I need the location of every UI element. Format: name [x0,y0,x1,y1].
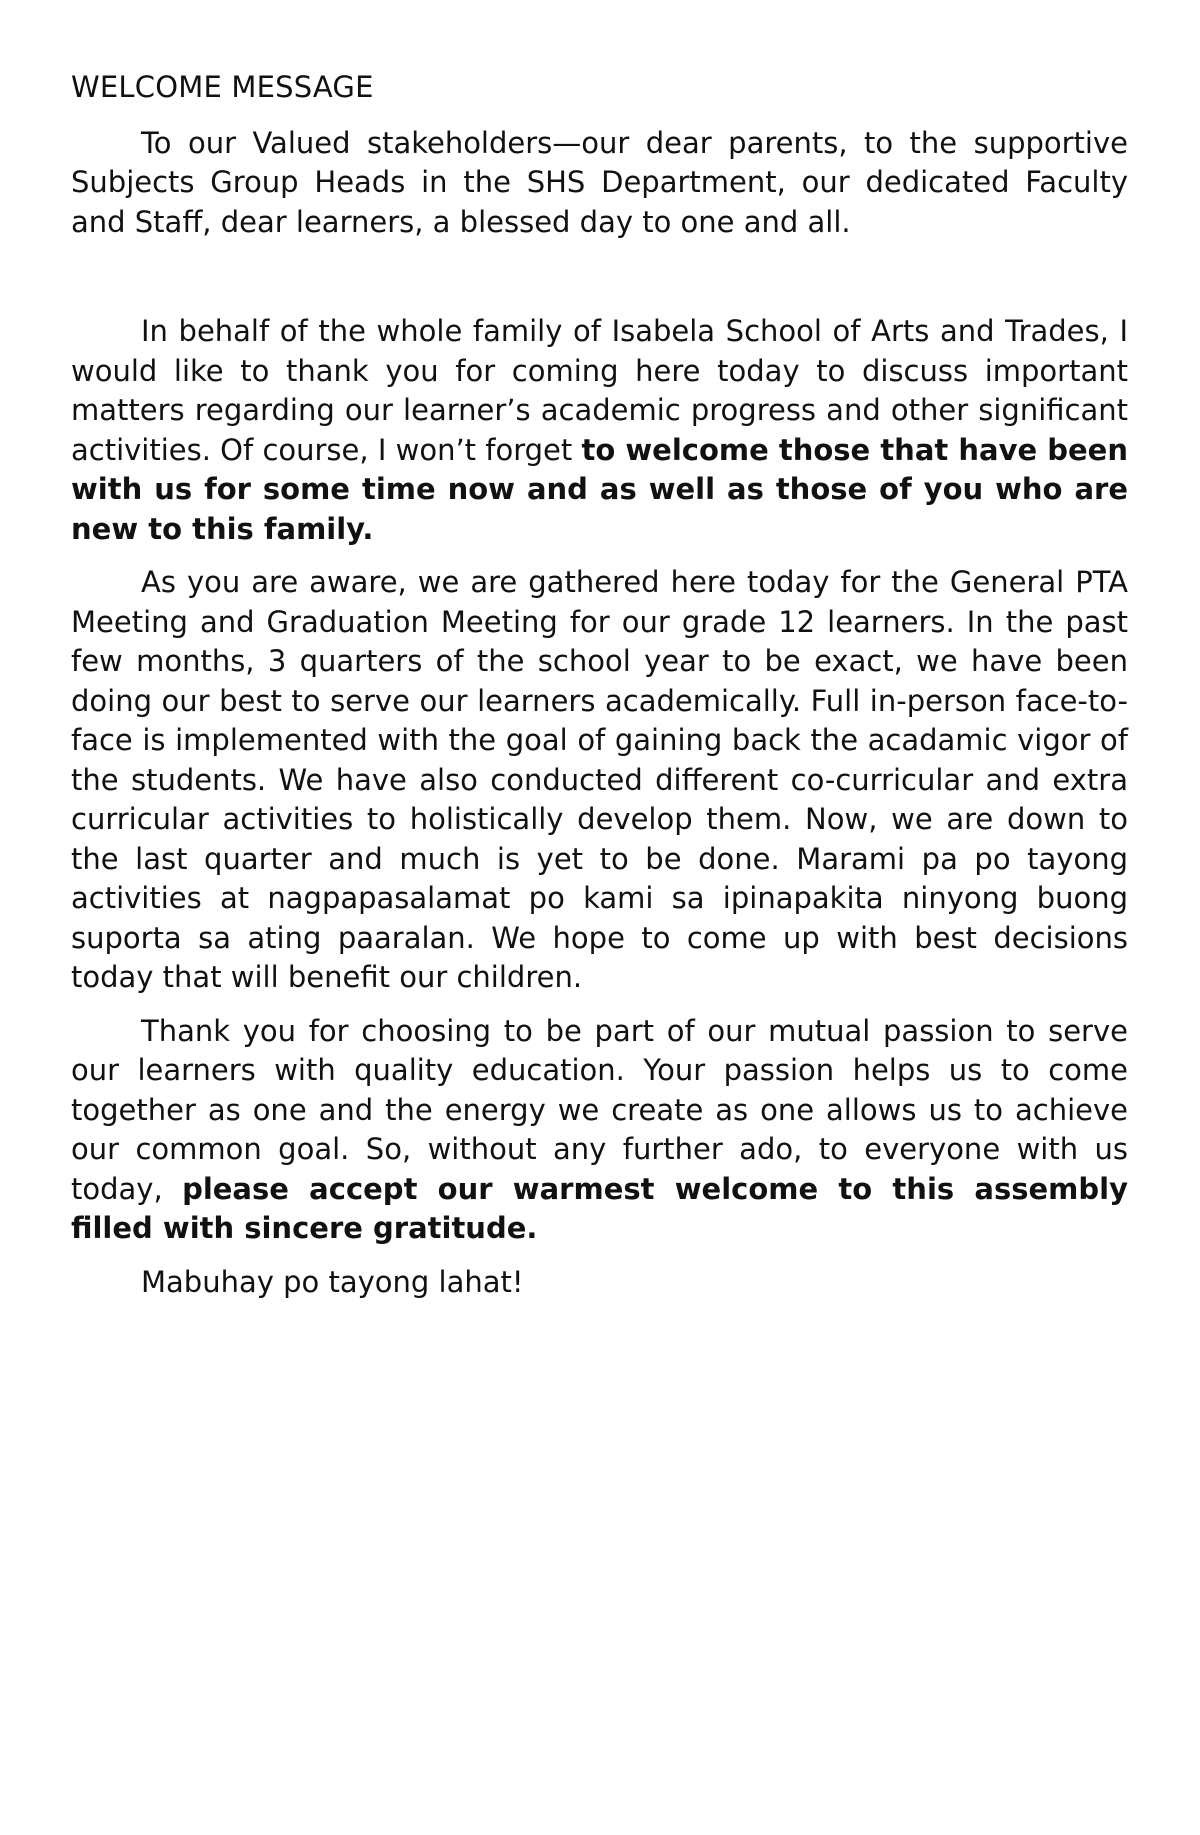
closing-paragraph-bold: please accept our warmest welcome to this assembly filled with sincere gratitude. [71,1171,1128,1245]
closing-paragraph [71,1012,1128,1249]
meeting-paragraph: As you are aware, we are gathered here today for the General PTA Meeting and Graduation Meeting for our grade 12 learners. In the past few months, 3 quarters of the school year to be exact, we have been doing our best to serve our learners academically. Full in-person face-to-face is implemented with the goal of gaining back the acadamic vigor of the students. We have also conducted different co-curricular and extra curricular activities to holistically develop them. Now, we are down to the last quarter and much is yet to be done. Marami pa po tayong activities at nagpapasalamat po kami sa ipinapakita ninyong buong suporta sa ating paaralan. We hope to come up with best decisions today that will benefit our children. [71,565,1128,994]
thanks-paragraph [71,312,1128,549]
sign-off-line: Mabuhay po tayong lahat! [141,1264,524,1299]
document-title: WELCOME MESSAGE [71,70,374,104]
closing-paragraph-text: Thank you for choosing to be part of our mutual passion to serve our learners with quality education. Your passion helps us to come together as one and the energy we create as one allows us to achieve our common goal. So, without any further ado, to everyone with us today, [71,1013,1128,1206]
document-page [71,68,1128,1316]
greeting-paragraph: To our Valued stakeholders—our dear parents, to the supportive Subjects Group Heads in the SHS Department, our dedicated Faculty and Staff, dear learners, a blessed day to one and all. [71,125,1128,239]
thanks-paragraph-bold: to welcome those that have been with us for some time now and as well as those of you who are new to this family. [71,432,1128,546]
thanks-paragraph-text: In behalf of the whole family of Isabela School of Arts and Trades, I would like to thank you for coming here today to discuss important matters regarding our learner’s academic progress and other significant activities. Of course, I won’t forget [71,314,1128,467]
